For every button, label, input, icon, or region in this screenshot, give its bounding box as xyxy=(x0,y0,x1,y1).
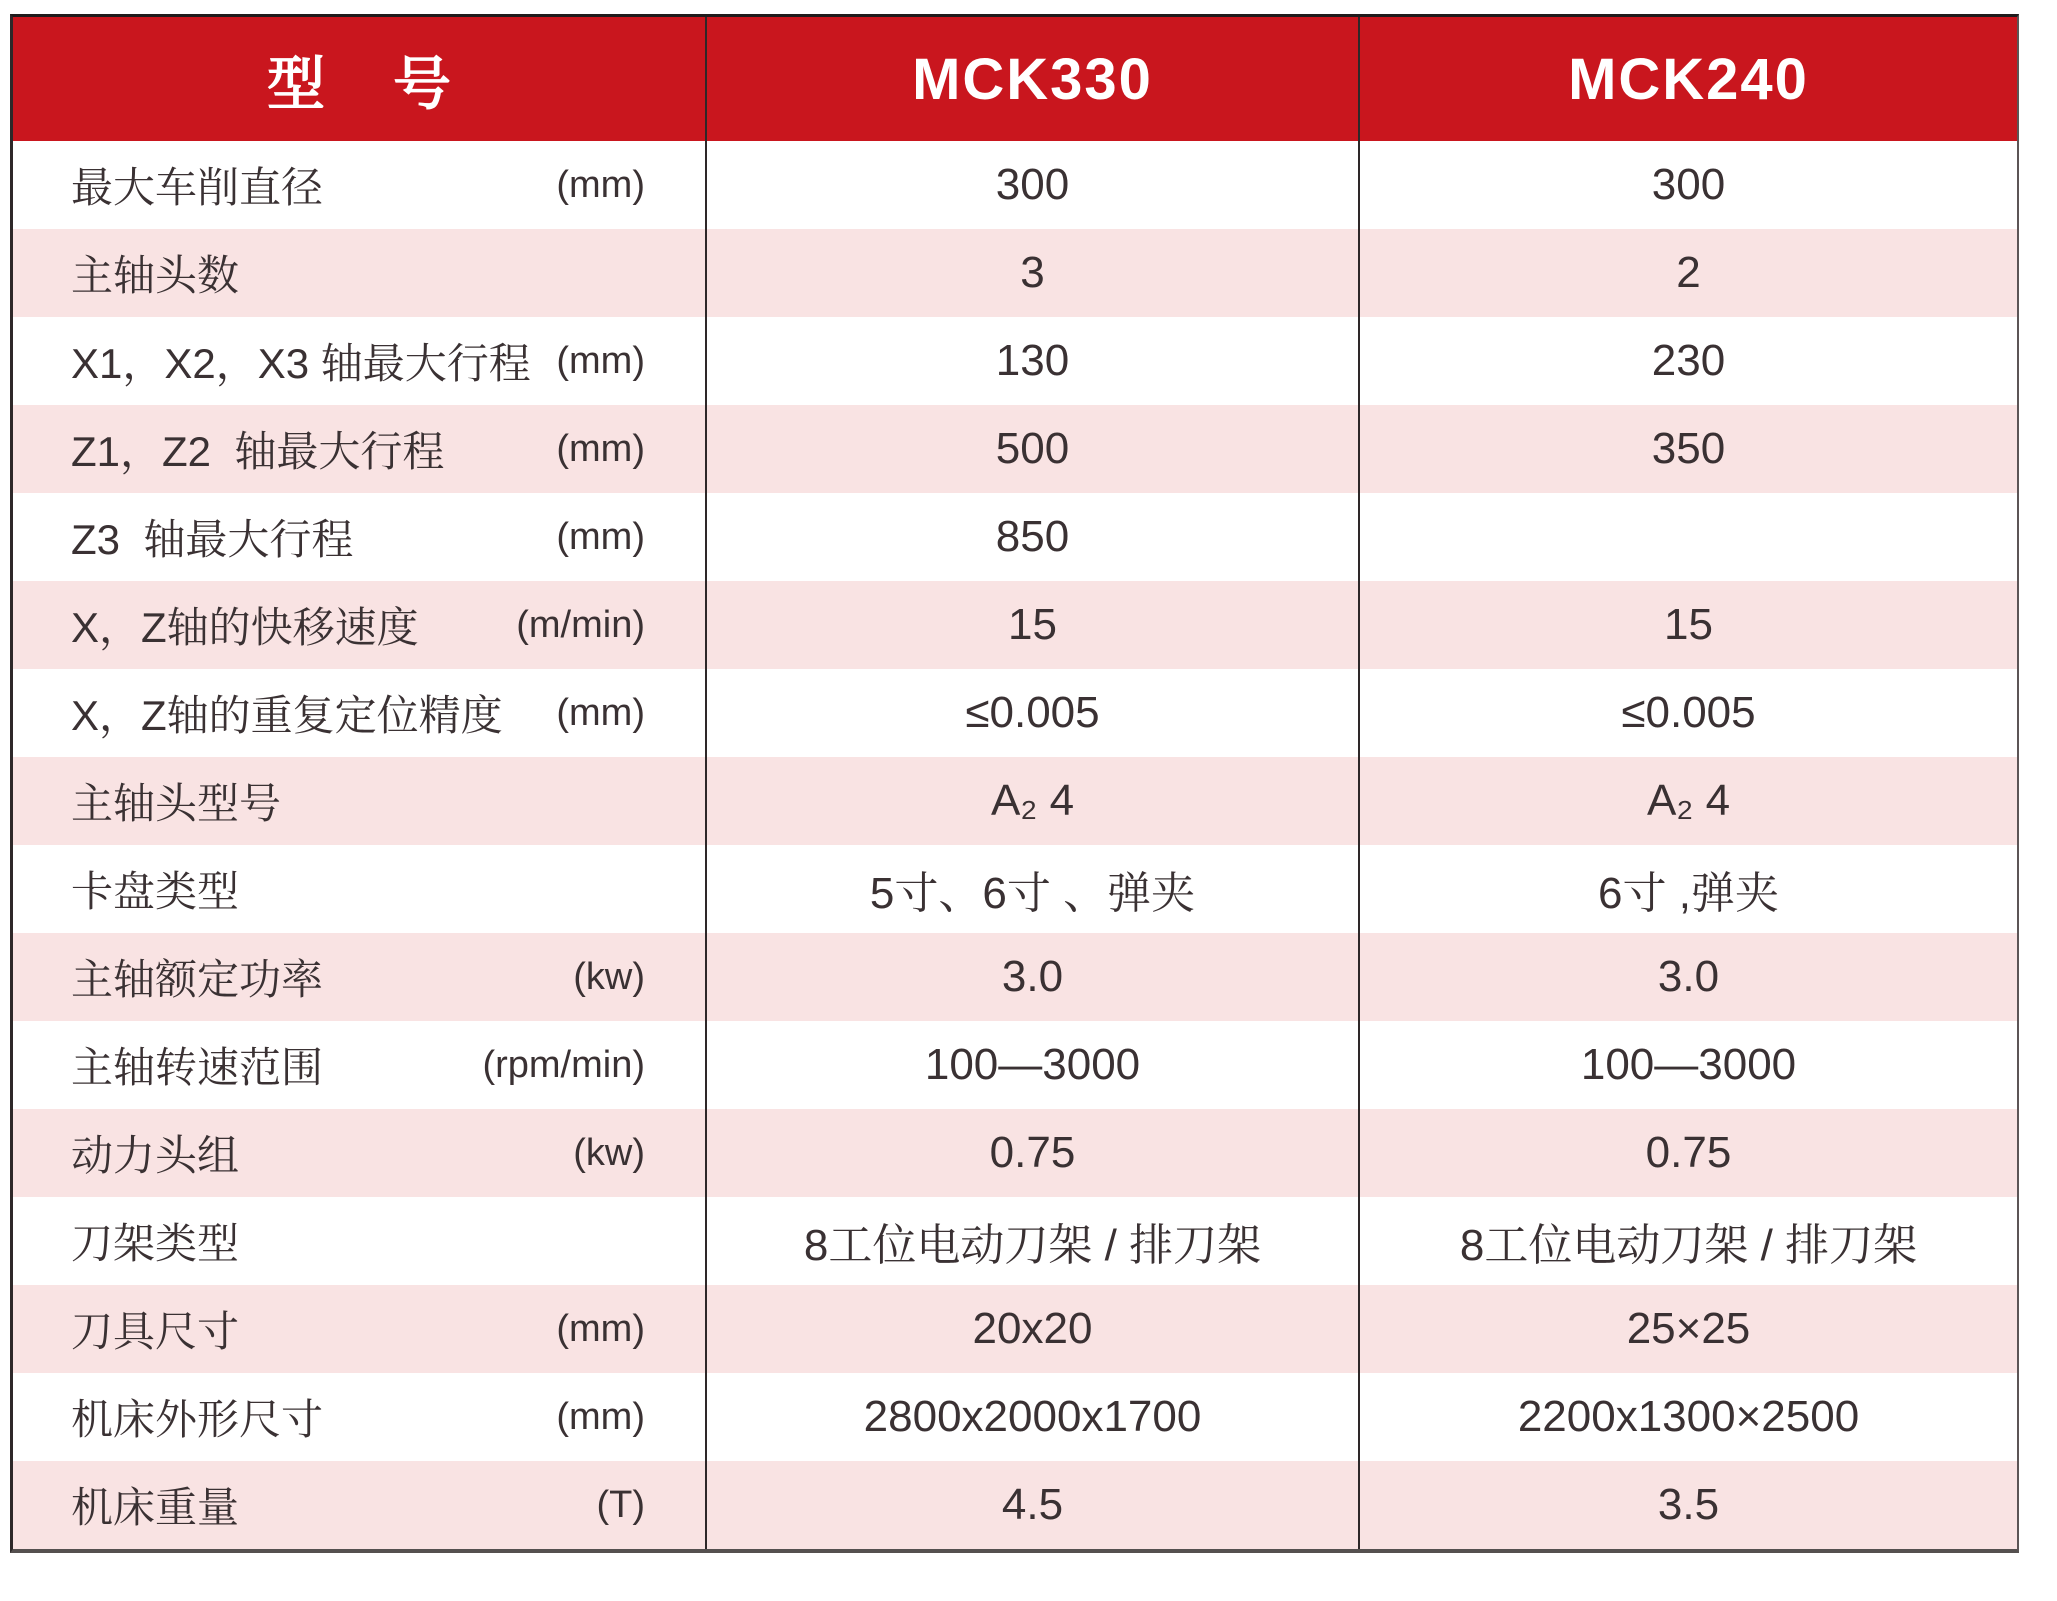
spec-unit: (mm) xyxy=(556,1395,645,1438)
mck240-value: 230 xyxy=(1651,336,1726,385)
spec-label: 动力头组 xyxy=(71,1132,240,1179)
spec-unit: (m/min) xyxy=(516,603,645,646)
mck240-value: 3.0 xyxy=(1657,952,1720,1001)
spec-unit: (mm) xyxy=(556,691,645,734)
spec-label: X1，X2，X3 轴最大行程 xyxy=(71,340,531,387)
spec-unit: (mm) xyxy=(556,427,645,470)
spec-name-cell xyxy=(13,141,707,229)
spec-name-cell xyxy=(13,1197,707,1285)
spec-label: 主轴头型号 xyxy=(71,780,282,827)
mck330-value: 100—3000 xyxy=(707,1021,1360,1109)
spec-label: 刀具尺寸 xyxy=(71,1308,240,1355)
spec-unit: (T) xyxy=(596,1483,645,1526)
table-header-row xyxy=(13,17,2017,141)
header-column-mck330: MCK330 xyxy=(707,17,1360,141)
table-row xyxy=(13,581,2017,669)
spec-label: 机床重量 xyxy=(71,1484,240,1531)
mck330-value: 850 xyxy=(707,493,1360,581)
spec-name-cell xyxy=(13,1109,707,1197)
spec-label: 卡盘类型 xyxy=(71,868,240,915)
spec-name-cell xyxy=(13,493,707,581)
mck330-value: 500 xyxy=(707,405,1360,493)
mck240-value: 8工位电动刀架 / 排刀架 xyxy=(1459,1221,1918,1270)
spec-name-cell xyxy=(13,317,707,405)
table-row xyxy=(13,669,2017,757)
mck240-value: 25×25 xyxy=(1626,1304,1751,1353)
mck240-value: 2 xyxy=(1676,248,1701,297)
spec-name-cell xyxy=(13,229,707,317)
mck240-value: 350 xyxy=(1651,424,1726,473)
table-row xyxy=(13,317,2017,405)
mck330-value: 130 xyxy=(707,317,1360,405)
mck330-value: 3 xyxy=(707,229,1360,317)
table-row xyxy=(13,1109,2017,1197)
mck330-value: 5寸、6寸 、弹夹 xyxy=(707,845,1360,933)
spec-label: 主轴转速范围 xyxy=(71,1044,324,1091)
spec-unit: (mm) xyxy=(556,163,645,206)
mck330-value: 4.5 xyxy=(707,1461,1360,1549)
mck330-value: 3.0 xyxy=(707,933,1360,1021)
mck330-value: 2800x2000x1700 xyxy=(707,1373,1360,1461)
table-row xyxy=(13,1021,2017,1109)
table-row xyxy=(13,141,2017,229)
spec-unit: (kw) xyxy=(573,1131,645,1174)
spec-label: 刀架类型 xyxy=(71,1220,240,1267)
spec-name-cell xyxy=(13,405,707,493)
spec-label: Z3 轴最大行程 xyxy=(71,516,354,563)
mck330-value: A₂ 4 xyxy=(707,757,1360,845)
mck330-value: 300 xyxy=(707,141,1360,229)
spec-label: Z1，Z2 轴最大行程 xyxy=(71,428,445,475)
table-row xyxy=(13,1285,2017,1373)
spec-name-cell xyxy=(13,669,707,757)
machine-spec-table xyxy=(10,14,2019,1553)
mck330-value: 15 xyxy=(707,581,1360,669)
mck240-value: A₂ 4 xyxy=(1646,776,1731,825)
table-row xyxy=(13,493,2017,581)
mck240-value: 100—3000 xyxy=(1580,1040,1797,1089)
mck330-value: ≤0.005 xyxy=(707,669,1360,757)
spec-unit: (rpm/min) xyxy=(482,1043,645,1086)
header-column-mck240: MCK240 xyxy=(1568,46,1809,112)
table-row xyxy=(13,405,2017,493)
spec-name-cell xyxy=(13,1373,707,1461)
mck240-value xyxy=(1360,493,2017,581)
mck240-value: 3.5 xyxy=(1657,1480,1720,1529)
spec-name-cell xyxy=(13,1285,707,1373)
mck240-value: 2200x1300×2500 xyxy=(1517,1392,1860,1441)
mck330-value: 8工位电动刀架 / 排刀架 xyxy=(707,1197,1360,1285)
mck240-value: 300 xyxy=(1651,160,1726,209)
table-row xyxy=(13,1461,2017,1549)
spec-label: 机床外形尺寸 xyxy=(71,1396,324,1443)
table-row xyxy=(13,933,2017,1021)
spec-label: 主轴头数 xyxy=(71,252,240,299)
table-row xyxy=(13,1197,2017,1285)
spec-name-cell xyxy=(13,1461,707,1549)
mck240-value: 6寸 ,弹夹 xyxy=(1598,869,1779,918)
spec-label: 主轴额定功率 xyxy=(71,956,324,1003)
table-row xyxy=(13,845,2017,933)
spec-unit: (mm) xyxy=(556,339,645,382)
mck240-value: ≤0.005 xyxy=(1621,688,1756,737)
mck240-value: 15 xyxy=(1664,600,1713,649)
table-body xyxy=(13,141,2017,1549)
spec-label: 最大车削直径 xyxy=(71,164,324,211)
mck330-value: 0.75 xyxy=(707,1109,1360,1197)
mck330-value: 20x20 xyxy=(707,1285,1360,1373)
spec-unit: (mm) xyxy=(556,515,645,558)
spec-name-cell xyxy=(13,581,707,669)
table-row xyxy=(13,1373,2017,1461)
table-row xyxy=(13,757,2017,845)
spec-label: X，Z轴的重复定位精度 xyxy=(71,692,503,739)
spec-name-cell xyxy=(13,757,707,845)
header-model-label: 型 号 xyxy=(13,17,707,141)
mck240-value: 0.75 xyxy=(1645,1128,1732,1177)
spec-unit: (mm) xyxy=(556,1307,645,1350)
spec-name-cell xyxy=(13,933,707,1021)
spec-label: X，Z轴的快移速度 xyxy=(71,604,419,651)
spec-unit: (kw) xyxy=(573,955,645,998)
spec-name-cell xyxy=(13,1021,707,1109)
table-row xyxy=(13,229,2017,317)
spec-name-cell xyxy=(13,845,707,933)
